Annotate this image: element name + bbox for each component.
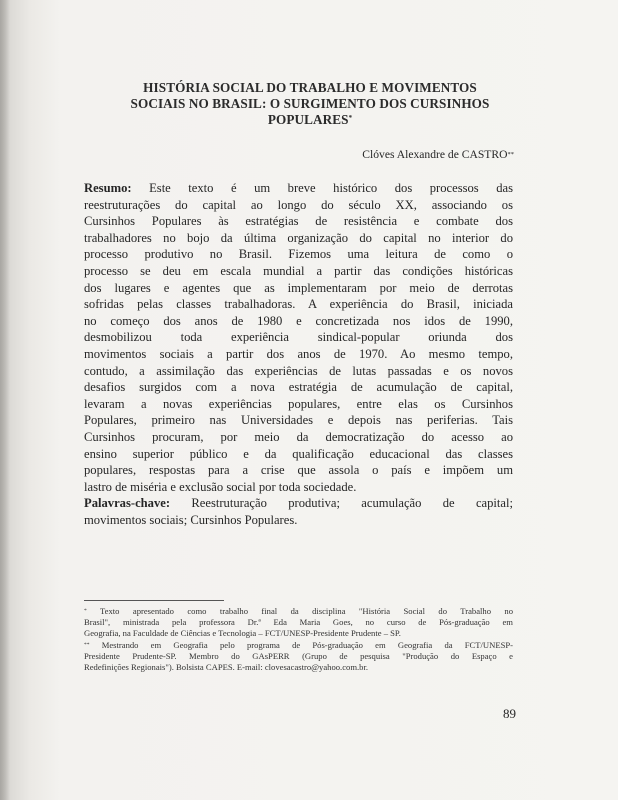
abstract-text: Este texto é um breve histórico dos processos das <box>149 181 513 195</box>
footnote-text: Texto apresentado como trabalho final da disciplina "História Social do Trabalho no <box>100 606 513 616</box>
abstract-line: sofridas pelas classes trabalhadoras. A experiência do Brasil, iniciada <box>84 297 513 312</box>
title-line-text: POPULARES <box>267 112 349 127</box>
keywords-label: Palavras-chave: <box>84 496 171 511</box>
footnote-line <box>84 606 513 617</box>
abstract-line: Cursinhos Populares às estratégias de resistência e combate dos <box>84 214 513 229</box>
page-number: 89 <box>503 706 516 721</box>
abstract-line: ensino superior público e da qualificação educacional das classes <box>84 446 513 461</box>
abstract-line: dos lugares e agentes que as implementaram por meio de derrotas <box>84 280 513 295</box>
abstract-line: movimentos sociais a partir dos anos de 1970. Ao mesmo tempo, <box>84 346 513 361</box>
abstract-line: Cursinhos procuram, por meio da democratização do acesso ao <box>84 429 513 444</box>
abstract-line: no começo dos anos de 1980 e concretizada nos idos de 1990, <box>84 313 513 328</box>
footnote-divider <box>84 600 224 601</box>
abstract-line <box>84 180 513 197</box>
abstract-label: Resumo: <box>84 181 132 195</box>
abstract-line: lastro de miséria e exclusão social por toda sociedade. <box>84 479 357 494</box>
title-line: HISTÓRIA SOCIAL DO TRABALHO E MOVIMENTOS <box>143 80 477 95</box>
abstract-line: processo se deu em escala mundial a partir das condições históricas <box>84 263 513 278</box>
footnote-line: Brasil", ministrada pela professora Dr.ª Eda Maria Goes, no curso de Pós-graduação em <box>84 617 513 628</box>
article-title <box>90 80 530 128</box>
footnote-line: Geografia, na Faculdade de Ciências e Tecnologia – FCT/UNESP-Presidente Prudente – SP. <box>84 628 401 639</box>
keywords-line <box>84 495 513 512</box>
abstract-line: trabalhadores no bojo da última organização do capital no interior do <box>84 230 513 245</box>
abstract-line: levaram a novas experiências populares, entre elas os Cursinhos <box>84 396 513 411</box>
abstract <box>84 180 513 528</box>
binding-shadow <box>0 0 10 800</box>
abstract-line: Populares, primeiro nas Universidades e depois nas periferias. Tais <box>84 413 513 428</box>
keywords-line: movimentos sociais; Cursinhos Populares. <box>84 512 298 527</box>
abstract-line: desmobilizou toda experiência sindical-popular oriunda dos <box>84 330 513 345</box>
title-footnote-marker: * <box>348 114 353 122</box>
author-name <box>300 148 514 162</box>
footnote-line <box>84 640 513 651</box>
abstract-line: desafios surgidos com a nova estratégia de acumulação de capital, <box>84 380 513 395</box>
footnote-text: Mestrando em Geografia pelo programa de Pós-graduação em Geografia da FCT/UNESP- <box>101 639 513 650</box>
author-footnote-marker: ** <box>507 151 514 158</box>
abstract-line: contudo, a assimilação das experiências de lutas passadas e os novos <box>84 363 513 378</box>
footnotes <box>84 606 513 673</box>
footnote-line: Presidente Prudente-SP. Membro do GAsPERR (Grupo de pesquisa "Produção do Espaço e <box>84 650 513 661</box>
abstract-line: reestruturações do capital ao longo do século XX, associando os <box>84 197 513 212</box>
abstract-line: processo produtivo no Brasil. Fizemos uma leitura de como o <box>84 247 513 262</box>
title-line: SOCIAIS NO BRASIL: O SURGIMENTO DOS CURSINHOS <box>130 96 490 111</box>
footnote-marker: * <box>84 608 87 614</box>
footnote-line: Redefinições Regionais"). Bolsista CAPES. E-mail: clovesacastro@yahoo.com.br. <box>84 662 368 673</box>
title-line <box>90 112 530 128</box>
abstract-line: populares, respostas para a crise que assola o país e impõem um <box>84 463 513 478</box>
keywords-text: Reestruturação produtiva; acumulação de capital; <box>191 496 514 511</box>
footnote-marker: ** <box>84 641 90 648</box>
author-text: Clóves Alexandre de CASTRO <box>362 148 508 161</box>
